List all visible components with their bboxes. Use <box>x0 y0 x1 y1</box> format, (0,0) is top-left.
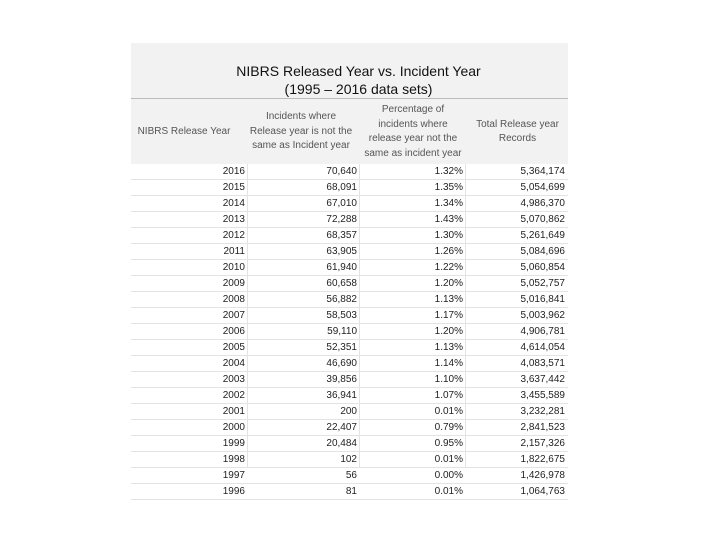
mismatch-percentage-cell: 1.13% <box>434 294 463 305</box>
table-row <box>131 180 568 196</box>
release-year-cell: 2008 <box>222 294 245 305</box>
release-year-cell: 2002 <box>222 390 245 401</box>
mismatch-percentage-cell: 1.14% <box>434 358 463 369</box>
table-row <box>131 340 568 356</box>
total-records-cell: 3,637,442 <box>520 374 565 385</box>
total-records-cell: 5,054,699 <box>520 182 565 193</box>
mismatch-percentage-cell: 1.32% <box>434 166 463 177</box>
table-title: NIBRS Released Year vs. Incident Year <box>236 63 481 79</box>
table-row <box>131 228 568 244</box>
mismatched-incidents-cell: 39,856 <box>326 374 357 385</box>
release-year-cell: 2006 <box>222 326 245 337</box>
release-year-cell: 2010 <box>222 262 245 273</box>
total-records-cell: 5,364,174 <box>520 166 565 177</box>
table-row <box>131 260 568 276</box>
release-year-cell: 2001 <box>222 406 245 417</box>
mismatched-incidents-cell: 20,484 <box>326 438 357 449</box>
mismatch-percentage-cell: 1.30% <box>434 230 463 241</box>
total-records-cell: 5,070,862 <box>520 214 565 225</box>
mismatched-incidents-cell: 63,905 <box>326 246 357 257</box>
mismatch-percentage-cell: 1.17% <box>434 310 463 321</box>
table-row <box>131 388 568 404</box>
table-row <box>131 308 568 324</box>
release-year-cell: 2014 <box>222 198 245 209</box>
mismatched-incidents-cell: 70,640 <box>326 166 357 177</box>
total-records-cell: 1,426,978 <box>520 470 565 481</box>
total-records-cell: 4,986,370 <box>520 198 565 209</box>
mismatch-percentage-cell: 1.10% <box>434 374 463 385</box>
table-row <box>131 356 568 372</box>
release-year-cell: 1997 <box>222 470 245 481</box>
mismatched-incidents-cell: 72,288 <box>326 214 357 225</box>
mismatched-incidents-cell: 56,882 <box>326 294 357 305</box>
mismatched-incidents-cell: 36,941 <box>326 390 357 401</box>
table-row <box>131 196 568 212</box>
total-records-cell: 5,084,696 <box>520 246 565 257</box>
table-row <box>131 164 568 180</box>
release-year-cell: 2011 <box>223 246 245 257</box>
mismatch-percentage-cell: 0.01% <box>434 406 463 417</box>
release-year-cell: 2013 <box>222 214 245 225</box>
release-year-cell: 2003 <box>222 374 245 385</box>
total-records-cell: 1,822,675 <box>520 454 565 465</box>
release-year-cell: 2015 <box>222 182 245 193</box>
table-row <box>131 276 568 292</box>
total-records-cell: 2,157,326 <box>520 438 565 449</box>
mismatch-percentage-cell: 0.79% <box>434 422 463 433</box>
header-mismatched-incidents: Incidents where Release year is not the same as Incident year <box>249 111 353 152</box>
mismatch-percentage-cell: 0.00% <box>434 470 463 481</box>
total-records-cell: 2,841,523 <box>520 422 565 433</box>
mismatch-percentage-cell: 1.22% <box>434 262 463 273</box>
mismatch-percentage-cell: 1.07% <box>434 390 463 401</box>
mismatched-incidents-cell: 59,110 <box>327 326 357 337</box>
total-records-cell: 4,906,781 <box>520 326 565 337</box>
release-year-cell: 2004 <box>222 358 245 369</box>
mismatch-percentage-cell: 1.26% <box>434 246 463 257</box>
mismatch-percentage-cell: 1.20% <box>434 278 463 289</box>
table-row <box>131 452 568 468</box>
mismatch-percentage-cell: 1.20% <box>434 326 463 337</box>
total-records-cell: 5,060,854 <box>520 262 565 273</box>
total-records-cell: 4,083,571 <box>520 358 565 369</box>
table-row <box>131 244 568 260</box>
mismatched-incidents-cell: 68,091 <box>326 182 357 193</box>
total-records-cell: 5,016,841 <box>520 294 565 305</box>
table-row <box>131 292 568 308</box>
table-row <box>131 324 568 340</box>
mismatched-incidents-cell: 81 <box>345 486 357 497</box>
total-records-cell: 5,261,649 <box>520 230 565 241</box>
release-year-cell: 2012 <box>222 230 245 241</box>
mismatched-incidents-cell: 200 <box>340 406 357 417</box>
mismatched-incidents-cell: 56 <box>345 470 357 481</box>
mismatch-percentage-cell: 1.43% <box>434 214 463 225</box>
mismatch-percentage-cell: 1.34% <box>434 198 463 209</box>
mismatched-incidents-cell: 61,940 <box>326 262 357 273</box>
total-records-cell: 3,455,589 <box>520 390 565 401</box>
column-header-row <box>131 98 568 164</box>
mismatched-incidents-cell: 22,407 <box>326 422 357 433</box>
total-records-cell: 5,052,757 <box>520 278 565 289</box>
table-row <box>131 372 568 388</box>
table-row <box>131 404 568 420</box>
table-subtitle: (1995 – 2016 data sets) <box>284 81 433 97</box>
total-records-cell: 1,064,763 <box>520 486 565 497</box>
total-records-cell: 3,232,281 <box>520 406 565 417</box>
mismatched-incidents-cell: 67,010 <box>326 198 357 209</box>
table-row <box>131 212 568 228</box>
release-year-cell: 2005 <box>222 342 245 353</box>
mismatched-incidents-cell: 102 <box>340 454 357 465</box>
release-year-cell: 1999 <box>222 438 245 449</box>
release-year-cell: 1998 <box>222 454 245 465</box>
release-year-cell: 2007 <box>222 310 245 321</box>
mismatched-incidents-cell: 46,690 <box>326 358 357 369</box>
mismatched-incidents-cell: 52,351 <box>326 342 357 353</box>
mismatch-percentage-cell: 1.13% <box>434 342 463 353</box>
header-mismatch-percentage: Percentage of incidents where release year not the same as incident year <box>364 104 462 159</box>
header-total-records: Total Release year Records <box>476 118 559 144</box>
release-year-cell: 2009 <box>222 278 245 289</box>
table-body <box>131 164 568 500</box>
total-records-cell: 4,614,054 <box>520 342 565 353</box>
mismatch-percentage-cell: 0.01% <box>434 454 463 465</box>
mismatched-incidents-cell: 58,503 <box>326 310 357 321</box>
total-records-cell: 5,003,962 <box>520 310 565 321</box>
mismatched-incidents-cell: 60,658 <box>326 278 357 289</box>
release-year-cell: 1996 <box>222 486 245 497</box>
table-row <box>131 484 568 500</box>
mismatched-incidents-cell: 68,357 <box>326 230 357 241</box>
mismatch-percentage-cell: 1.35% <box>434 182 463 193</box>
release-year-cell: 2016 <box>222 166 245 177</box>
table-row <box>131 420 568 436</box>
header-release-year: NIBRS Release Year <box>137 125 231 137</box>
mismatch-percentage-cell: 0.01% <box>434 486 463 497</box>
table-row <box>131 436 568 452</box>
table-row <box>131 468 568 484</box>
spreadsheet-table <box>131 43 568 497</box>
release-year-cell: 2000 <box>222 422 245 433</box>
title-band <box>131 43 568 98</box>
mismatch-percentage-cell: 0.95% <box>434 438 463 449</box>
